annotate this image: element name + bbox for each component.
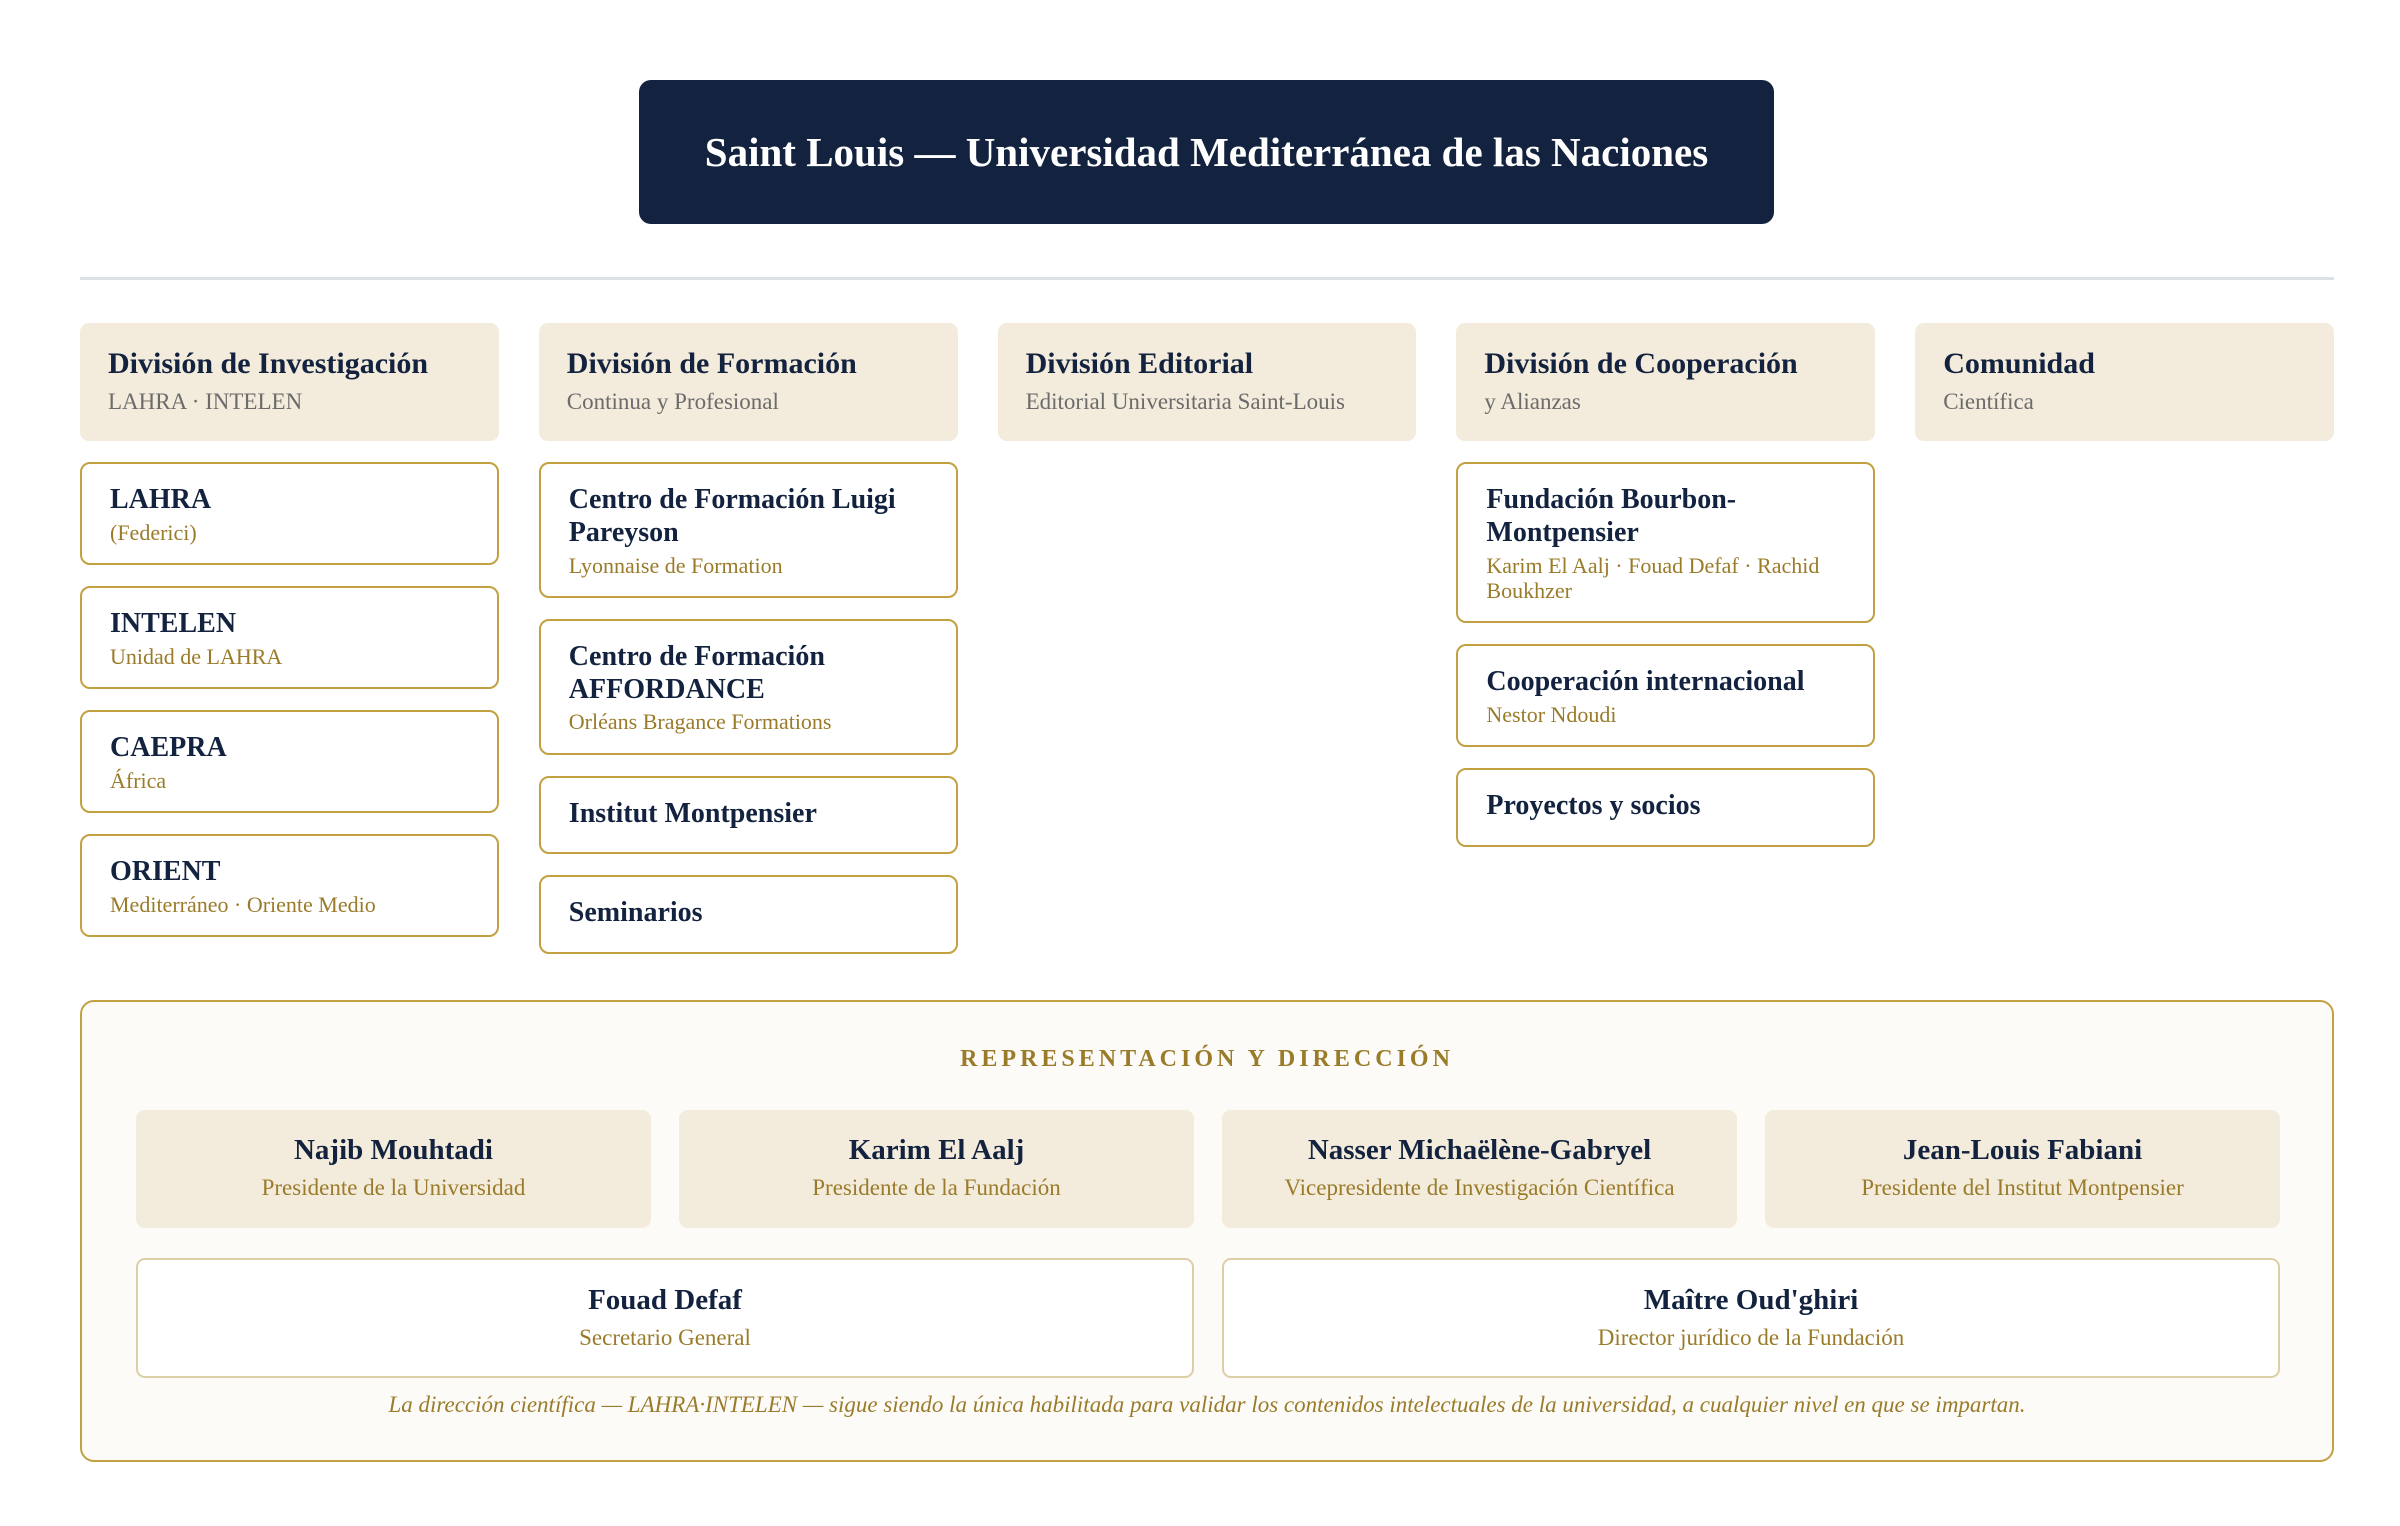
unit-card	[1456, 644, 1875, 747]
unit-card	[539, 776, 958, 855]
person-role: Secretario General	[579, 1325, 751, 1350]
leadership-note: La dirección científica — LAHRA·INTELEN — sigue siendo la única habilitada para validar los contenidos intelectuales de la universidad, a cualquier nivel en que se impartan.	[388, 1392, 2026, 1417]
person-name: Najib Mouhtadi	[293, 1134, 493, 1166]
division-comunidad	[1915, 323, 2334, 954]
person-role: Director jurídico de la Fundación	[1597, 1325, 1905, 1350]
division-subtitle: LAHRA · INTELEN	[108, 388, 303, 414]
unit-title: INTELEN	[110, 608, 237, 640]
divisions-row	[80, 323, 2334, 954]
unit-card	[539, 619, 958, 755]
unit-card	[80, 462, 499, 565]
unit-card	[80, 710, 499, 813]
division-subtitle: Continua y Profesional	[566, 388, 779, 414]
division-cooperacion	[1456, 323, 1875, 954]
unit-title: CAEPRA	[110, 732, 227, 764]
division-header	[998, 323, 1417, 441]
page-title: Saint Louis — Universidad Mediterránea de las Naciones	[704, 129, 1709, 175]
unit-card	[539, 462, 958, 598]
unit-subtitle: Unidad de LAHRA	[110, 643, 283, 669]
unit-subtitle: Orléans Bragance Formations	[568, 709, 832, 735]
person-card	[1222, 1258, 2280, 1378]
person-name: Maître Oud'ghiri	[1643, 1284, 1859, 1316]
unit-subtitle: Nestor Ndoudi	[1486, 701, 1617, 727]
unit-card	[1456, 462, 1875, 623]
divider	[80, 277, 2334, 280]
unit-card	[80, 834, 499, 937]
leadership-panel	[80, 1000, 2334, 1462]
division-header	[1915, 323, 2334, 441]
person-name: Karim El Aalj	[848, 1134, 1025, 1166]
unit-title: Fundación Bourbon-Montpensier	[1486, 484, 1737, 548]
division-header	[80, 323, 499, 441]
unit-title: Institut Montpensier	[568, 797, 817, 829]
person-card	[1222, 1110, 1737, 1228]
person-card	[136, 1258, 1194, 1378]
unit-subtitle: África	[110, 767, 167, 793]
person-card	[1765, 1110, 2280, 1228]
division-subtitle: Editorial Universitaria Saint-Louis	[1025, 388, 1345, 414]
division-investigacion	[80, 323, 499, 954]
person-role: Vicepresidente de Investigación Científica	[1284, 1175, 1675, 1200]
leadership-heading: REPRESENTACIÓN Y DIRECCIÓN	[960, 1046, 1454, 1072]
division-title: Comunidad	[1943, 347, 2095, 380]
person-role: Presidente de la Fundación	[812, 1175, 1061, 1200]
division-header	[539, 323, 958, 441]
unit-title: Centro de Formación Luigi Pareyson	[568, 484, 896, 548]
unit-title: ORIENT	[110, 856, 221, 888]
unit-subtitle: (Federici)	[110, 519, 197, 545]
unit-subtitle: Karim El Aalj · Fouad Defaf · Rachid Boukhzer	[1486, 552, 1820, 603]
unit-title: Centro de Formación AFFORDANCE	[568, 640, 825, 705]
person-card	[136, 1110, 651, 1228]
division-formacion	[539, 323, 958, 954]
division-title: División de Investigación	[108, 347, 429, 380]
unit-card	[539, 875, 958, 954]
person-role: Presidente del Institut Montpensier	[1861, 1175, 2184, 1200]
division-header	[1456, 323, 1875, 441]
unit-title: LAHRA	[110, 484, 212, 515]
title-banner	[639, 80, 1774, 224]
unit-card	[1456, 768, 1875, 847]
unit-card	[80, 586, 499, 689]
person-card	[679, 1110, 1194, 1228]
unit-subtitle: Mediterráneo · Oriente Medio	[110, 891, 376, 917]
person-name: Nasser Michaëlène-Gabryel	[1307, 1134, 1652, 1166]
division-editorial	[998, 323, 1417, 954]
unit-title: Cooperación internacional	[1486, 666, 1805, 698]
person-role: Presidente de la Universidad	[261, 1175, 526, 1200]
person-name: Fouad Defaf	[588, 1284, 742, 1316]
unit-title: Proyectos y socios	[1486, 790, 1701, 822]
division-subtitle: Científica	[1943, 388, 2034, 414]
division-title: División Editorial	[1025, 347, 1254, 380]
division-title: División de Formación	[566, 347, 857, 380]
person-name: Jean-Louis Fabiani	[1902, 1134, 2143, 1166]
division-subtitle: y Alianzas	[1484, 388, 1581, 414]
division-title: División de Cooperación	[1484, 347, 1798, 380]
unit-title: Seminarios	[568, 897, 703, 929]
unit-subtitle: Lyonnaise de Formation	[568, 552, 783, 578]
